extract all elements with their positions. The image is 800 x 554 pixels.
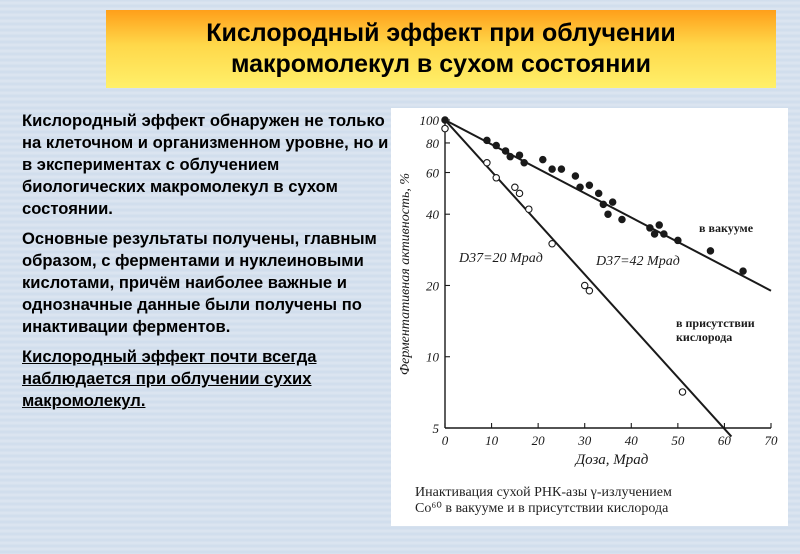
body-text — [22, 110, 390, 420]
data-point-vacuum — [484, 137, 490, 143]
paragraph-3: Кислородный эффект почти всегда наблюдается при облучении сухих макромолекул. — [22, 347, 317, 410]
annotation-d37-vacuum: D37=42 Мрад — [596, 254, 680, 269]
data-point-vacuum — [740, 268, 746, 274]
data-point-vacuum — [656, 222, 662, 228]
data-point-vacuum — [651, 231, 657, 237]
data-point-vacuum — [558, 166, 564, 172]
x-tick-label: 0 — [441, 433, 449, 448]
data-point-oxygen — [484, 160, 490, 166]
slide-title-line-2: макромолекул в сухом состоянии — [230, 50, 652, 78]
paragraph-1: Кислородный эффект обнаружен не только на клеточном и организменном уровне, но и в экспериментах с облучением биологических макромолекул в сухом состоянии. — [22, 111, 389, 218]
data-point-vacuum — [516, 152, 522, 158]
data-point-vacuum — [609, 199, 615, 205]
y-tick-label: 40 — [426, 207, 439, 223]
data-point-vacuum — [605, 211, 611, 217]
data-point-vacuum — [595, 190, 601, 196]
data-point-vacuum — [540, 156, 546, 162]
data-point-oxygen — [586, 288, 592, 294]
data-point-oxygen — [679, 389, 685, 395]
y-tick-label: 80 — [426, 135, 439, 151]
x-tick-label: 30 — [578, 433, 592, 448]
annotation-vacuum: в вакууме — [699, 221, 754, 235]
y-tick-label: 100 — [419, 113, 439, 128]
title-banner — [106, 10, 776, 88]
slide-title-line-1: Кислородный эффект при облучении — [206, 19, 676, 47]
data-point-oxygen — [493, 175, 499, 181]
data-point-vacuum — [619, 216, 625, 222]
data-point-vacuum — [586, 182, 592, 188]
chart-caption — [415, 485, 775, 517]
fit-line-series-2 — [445, 120, 731, 437]
annotation-oxygen-1: в присутствии — [676, 316, 755, 330]
data-point-vacuum — [661, 231, 667, 237]
data-point-oxygen — [516, 190, 522, 196]
annotation-d37-oxygen: D37=20 Мрад — [459, 251, 543, 266]
data-point-vacuum — [502, 148, 508, 154]
data-point-vacuum — [577, 184, 583, 190]
x-axis-label: Доза, Мрад — [575, 452, 649, 468]
data-point-vacuum — [600, 201, 606, 207]
x-tick-label: 10 — [485, 433, 499, 448]
data-point-vacuum — [549, 166, 555, 172]
y-tick-label: 20 — [426, 278, 439, 294]
x-tick-label: 20 — [531, 433, 545, 448]
data-point-oxygen — [512, 184, 518, 190]
data-point-vacuum — [493, 142, 499, 148]
data-point-vacuum — [572, 173, 578, 179]
y-tick-label: 10 — [426, 349, 439, 365]
data-point-oxygen — [442, 125, 448, 131]
chart-panel — [391, 108, 788, 526]
data-point-oxygen — [549, 241, 555, 247]
data-point-vacuum — [675, 237, 681, 243]
y-tick-label: 60 — [426, 165, 439, 181]
paragraph-2: Основные результаты получены, главным образом, с ферментами и нуклеиновыми кислотами, причём наиболее важные и однозначные данные были получены по инактивации ферментов. — [22, 229, 377, 336]
x-tick-label: 50 — [671, 433, 685, 448]
data-point-oxygen — [582, 282, 588, 288]
data-point-vacuum — [647, 225, 653, 231]
y-axis-label: Ферментативная активность, % — [398, 172, 413, 376]
data-point-vacuum — [707, 248, 713, 254]
data-point-oxygen — [526, 206, 532, 212]
caption-line-1: Инактивация сухой РНК-азы γ-излучением — [415, 485, 672, 500]
inactivation-chart — [391, 108, 788, 478]
data-point-vacuum — [507, 153, 513, 159]
data-point-vacuum — [521, 160, 527, 166]
x-tick-label: 70 — [764, 433, 778, 448]
x-tick-label: 40 — [624, 433, 638, 448]
caption-line-2: Co⁶⁰ в вакууме и в присутствии кислорода — [415, 501, 669, 516]
x-tick-label: 60 — [717, 433, 731, 448]
y-tick-label: 5 — [432, 421, 439, 436]
annotation-oxygen-2: кислорода — [676, 330, 733, 344]
